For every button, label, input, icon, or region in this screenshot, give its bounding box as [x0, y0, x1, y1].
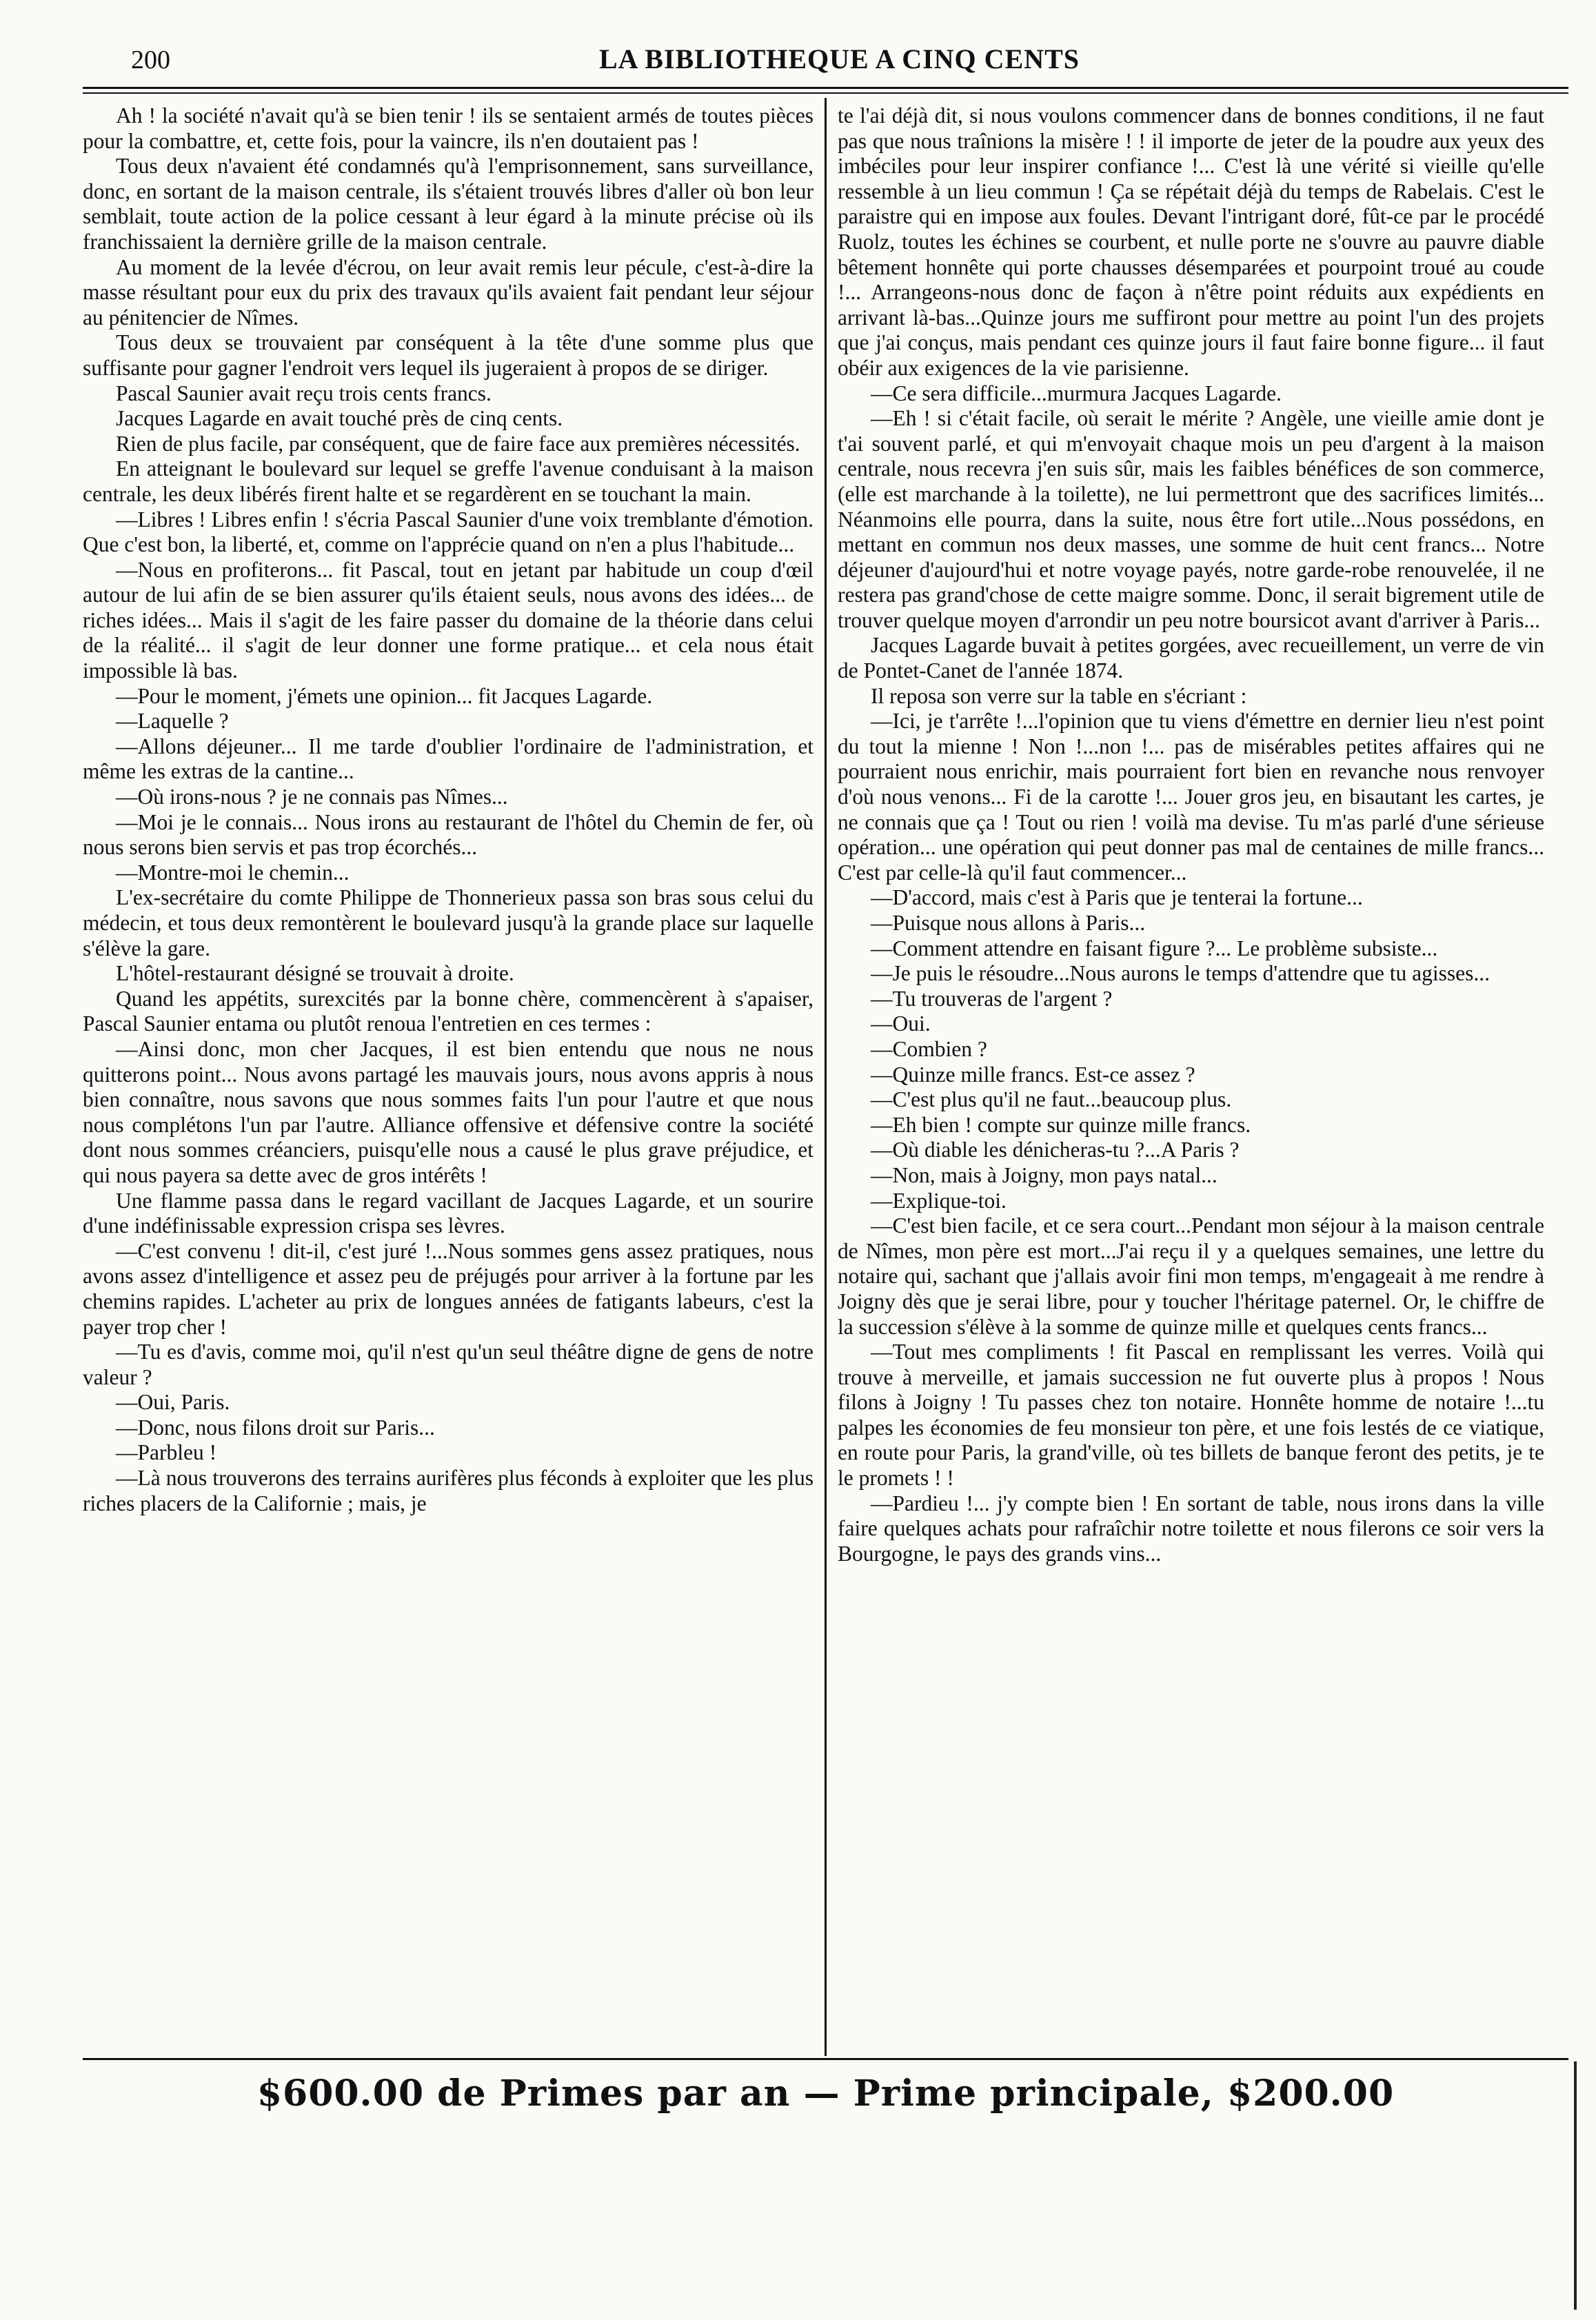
paragraph: —Explique-toi.: [871, 1188, 1007, 1213]
paragraph: En atteignant le boulevard sur lequel se greffe l'avenue conduisant à la maison centrale, les deux libérés firent halte et se regardèrent en se touchant la main.: [83, 456, 814, 506]
paragraph: —Combien ?: [871, 1036, 987, 1061]
column-divider: [825, 98, 827, 2056]
paragraph: Pascal Saunier avait reçu trois cents francs.: [116, 381, 492, 405]
header-rule-thin: [83, 92, 1568, 94]
paragraph: —Tu es d'avis, comme moi, qu'il n'est qu'un seul théâtre digne de gens de notre valeur ?: [83, 1340, 814, 1389]
paragraph: —Eh ! si c'était facile, où serait le mérite ? Angèle, une vieille amie dont je t'ai souvent parlé, et qui m'envoyait chaque mois un peu d'argent à la maison centrale, nous recevra j'en suis sûr, mais les faibles bénéfices de son commerce, (elle est marchande à la toilette), ne lui permettront que des sacrifices limités... Néanmoins elle pourra, dans la suite, nous être fort utile...Nous possédons, en mettant en commun nos deux masses, une somme de huit cent francs... Notre déjeuner d'aujourd'hui et notre voyage payés, notre garde-robe renouvelée, il ne restera pas grand'chose de cette maigre somme. Donc, il serait bigrement utile de trouver quelque moyen d'arrondir un peu notre boursicot avant d'arriver à Paris...: [838, 406, 1544, 632]
paragraph: —Là nous trouverons des terrains aurifères plus féconds à exploiter que les plus riches placers de la Californie ; mais, je: [83, 1466, 814, 1515]
paragraph: —Oui.: [871, 1011, 931, 1036]
paragraph: Jacques Lagarde en avait touché près de cinq cents.: [116, 406, 563, 431]
page-edge-line: [1574, 2061, 1577, 2310]
paragraph: —C'est convenu ! dit-il, c'est juré !...Nous sommes gens assez pratiques, nous avons assez d'intelligence et assez peu de préjugés pour arriver à la fortune par les chemins rapides. L'acheter au prix de longues années de fatigants labeurs, c'est la payer trop cher !: [83, 1238, 814, 1339]
paragraph: —Ainsi donc, mon cher Jacques, il est bien entendu que nous ne nous quitterons point... Nous avons partagé les mauvais jours, nous avons appris à nous bien connaître, nous savons que nous sommes faits l'un pour l'autre et que nous nous complétons l'un par l'autre. Alliance offensive et défensive contre la société dont nous sommes créanciers, puisqu'elle nous a causé le plus grave préjudice, et qui nous payera sa dette avec de gros intérêts !: [83, 1036, 814, 1187]
paragraph: —Montre-moi le chemin...: [116, 860, 350, 885]
paragraph: —Moi je le connais... Nous irons au restaurant de l'hôtel du Chemin de fer, où nous serons bien servis et pas trop écorchés...: [83, 809, 814, 860]
header-rule: [83, 87, 1568, 89]
running-title: LA BIBLIOTHEQUE A CINQ CENTS: [598, 43, 1080, 74]
paragraph: —Ce sera difficile...murmura Jacques Lagarde.: [871, 381, 1282, 405]
paragraph: —C'est bien facile, et ce sera court...Pendant mon séjour à la maison centrale de Nîmes, mon père est mort...J'ai reçu il y a quelques semaines, une lettre du notaire qui, sachant que j'allais avoir fini mon temps, m'engageait à me rendre à Joigny dès que je serai libre, pour y toucher l'héritage paternel. Or, le chiffre de la succession s'élève à la somme de quinze mille et quelques cents francs...: [838, 1213, 1544, 1339]
paragraph: Tous deux se trouvaient par conséquent à la tête d'une somme plus que suffisante pour gagner l'endroit vers lequel ils jugeraient à propos de se diriger.: [83, 330, 814, 380]
paragraph: Au moment de la levée d'écrou, on leur avait remis leur pécule, c'est-à-dire la masse résultant pour eux du prix des travaux qu'ils avaient fait pendant leur séjour au pénitencier de Nîmes.: [83, 254, 814, 330]
paragraph: —Oui, Paris.: [116, 1390, 230, 1415]
paragraph: —Allons déjeuner... Il me tarde d'oublier l'ordinaire de l'administration, et même les extras de la cantine...: [83, 734, 814, 784]
right-column: [838, 103, 1544, 2051]
paragraph: L'ex-secrétaire du comte Philippe de Thonnerieux passa son bras sous celui du médecin, et tous deux remontèrent le boulevard jusqu'à la grande place sur laquelle s'élève la gare.: [83, 885, 814, 960]
paragraph: —Non, mais à Joigny, mon pays natal...: [871, 1162, 1218, 1187]
paragraph: —Comment attendre en faisant figure ?... Le problème subsiste...: [871, 936, 1438, 960]
paragraph: —Parbleu !: [116, 1440, 217, 1465]
paragraph: —Quinze mille francs. Est-ce assez ?: [871, 1062, 1195, 1087]
page-number: 200: [131, 46, 170, 74]
paragraph: te l'ai déjà dit, si nous voulons commencer dans de bonnes conditions, il ne faut pas que nous traînions la misère ! ! il importe de jeter de la poudre aux yeux des imbéciles pour leur inspirer confiance !... C'est là une vérité si vieille qu'elle ressemble à un lieu commun ! Ça se répétait déjà du temps de Rabelais. C'est le paraistre qui en impose aux foules. Devant l'intrigant doré, fût-ce par le procédé Ruolz, toutes les échines se courbent, et nulle porte ne s'ouvre au pauvre diable bêtement honnête qui porte chausses désemparées et pourpoint troué au coude !... Arrangeons-nous donc de façon à n'être point réduits aux expédients en arrivant là-bas...Quinze jours me suffiront pour mettre au point l'un des projets que j'ai conçus, mais pendant ces quinze jours il faut faire bonne figure... il faut obéir aux exigences de la vie parisienne.: [838, 103, 1544, 380]
paragraph: —Où irons-nous ? je ne connais pas Nîmes...: [116, 785, 508, 809]
paragraph: —Tout mes compliments ! fit Pascal en remplissant les verres. Voilà qui trouve à merveille, et jamais succession ne fut ouverte plus à propos ! Nous filons à Joigny ! Tu passes chez ton notaire. Honnête homme de notaire !...tu palpes les économies de feu monsieur ton père, et une fois lestés de ce viatique, en route pour Paris, la grand'ville, où tes billets de banque feront des petits, je te le promets ! !: [838, 1340, 1544, 1491]
paragraph: —Je puis le résoudre...Nous aurons le temps d'attendre que tu agisses...: [871, 961, 1490, 986]
paragraph: Quand les appétits, surexcités par la bonne chère, commencèrent à s'apaiser, Pascal Saunier entama ou plutôt renoua l'entretien en ces termes :: [83, 986, 814, 1036]
paragraph: —Laquelle ?: [116, 709, 229, 734]
paragraph: —Donc, nous filons droit sur Paris...: [116, 1415, 435, 1440]
paragraph: —Ici, je t'arrête !...l'opinion que tu viens d'émettre en dernier lieu n'est point du tout la mienne ! Non !...non !... pas de misérables petites affaires qui ne pourraient nous enrichir, mais pourraient fort bien en revanche nous renvoyer d'où nous venons... Fi de la carotte !... Jouer gros jeu, en bisautant les cartes, je ne connais que ça ! Tout ou rien ! voilà ma devise. Tu m'as parlé d'une sérieuse opération... une opération qui peut donner pas mal de centaines de mille francs... C'est par celle-là qu'il faut commencer...: [838, 709, 1544, 885]
paragraph: —Pour le moment, j'émets une opinion... fit Jacques Lagarde.: [116, 683, 653, 708]
paragraph: —Nous en profiterons... fit Pascal, tout en jetant par habitude un coup d'œil autour de lui afin de se bien assurer qu'ils étaient seuls, nous avons des idées... de riches idées... Mais il s'agit de les faire passer du domaine de la théorie dans celui de la réalité... il s'agit de leur donner une forme pratique... et cela nous était impossible là bas.: [83, 557, 814, 683]
paragraph: —Libres ! Libres enfin ! s'écria Pascal Saunier d'une voix tremblante d'émotion. Que c'est bon, la liberté, et, comme on l'apprécie quand on n'en a plus l'habitude...: [83, 507, 814, 557]
paragraph: —Où diable les dénicheras-tu ?...A Paris ?: [871, 1138, 1240, 1162]
paragraph: —Tu trouveras de l'argent ?: [871, 986, 1113, 1011]
paragraph: Il reposa son verre sur la table en s'écriant :: [871, 683, 1247, 708]
paragraph: Une flamme passa dans le regard vacillant de Jacques Lagarde, et un sourire d'une indéfinissable expression crispa ses lèvres.: [83, 1188, 814, 1238]
paragraph: —Eh bien ! compte sur quinze mille francs.: [871, 1112, 1251, 1137]
paragraph: —Pardieu !... j'y compte bien ! En sortant de table, nous irons dans la ville faire quelques achats pour rafraîchir notre toilette et nous filerons ce soir vers la Bourgogne, le pays des grands vins...: [838, 1491, 1544, 1566]
paragraph: Ah ! la société n'avait qu'à se bien tenir ! ils se sentaient armés de toutes pièces pour la combattre, et, cette fois, pour la vaincre, ils n'en doutaient pas !: [83, 103, 814, 153]
paragraph: L'hôtel-restaurant désigné se trouvait à droite.: [116, 961, 514, 986]
footer-rule: [83, 2058, 1568, 2060]
left-column: [83, 103, 814, 2051]
footer-banner: $600.00 de Primes par an — Prime principale, $200.00: [256, 2072, 1395, 2115]
paragraph: —Puisque nous allons à Paris...: [871, 911, 1146, 935]
paragraph: —D'accord, mais c'est à Paris que je tenterai la fortune...: [871, 885, 1363, 910]
paragraph: Jacques Lagarde buvait à petites gorgées, avec recueillement, un verre de vin de Pontet-Canet de l'année 1874.: [838, 633, 1544, 683]
paragraph: Rien de plus facile, par conséquent, que de faire face aux premières nécessités.: [116, 431, 800, 456]
page-header: [131, 43, 1548, 84]
paragraph: Tous deux n'avaient été condamnés qu'à l'emprisonnement, sans surveillance, donc, en sortant de la maison centrale, ils s'étaient trouvés libres d'aller où bon leur semblait, toute action de la police cessant à leur égard à la minute précise où ils franchissaient la dernière grille de la maison centrale.: [83, 154, 814, 254]
paragraph: —C'est plus qu'il ne faut...beaucoup plus.: [871, 1087, 1232, 1112]
